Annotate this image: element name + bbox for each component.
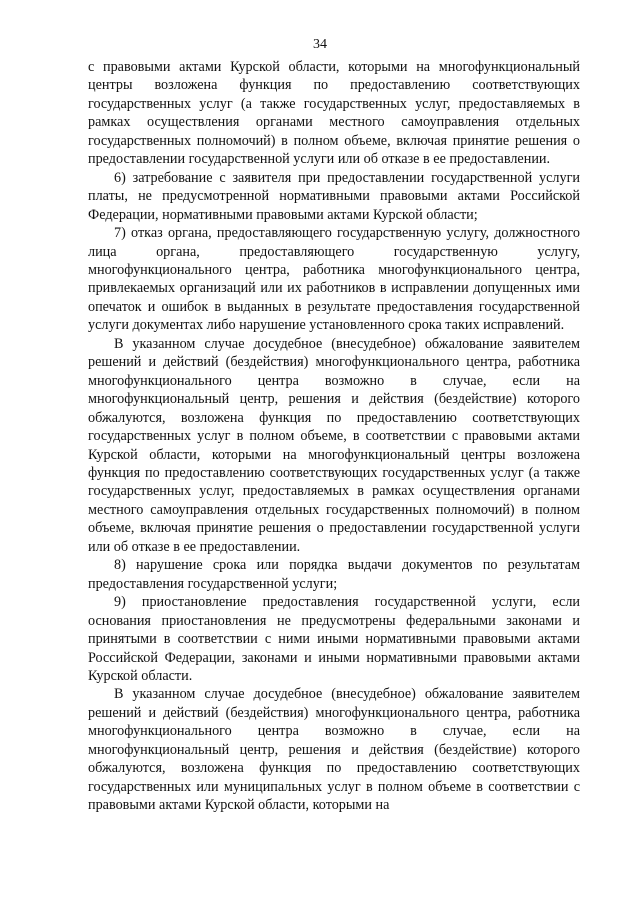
paragraph-item-9: 9) приостановление предоставления государственной услуги, если основания приостановления не предусмотрены федеральными законами и принятыми в соответствии с ними иными нормативными правовыми актами Российской Федерации, законами и иными нормативными правовыми актами Курской области. [88,594,580,684]
paragraph-continuation: с правовыми актами Курской области, которыми на многофункциональный центры возложена функция по предоставлению соответствующих государственных услуг (а также государственных услуг, предоставляемых в рамках осуществления органами местного самоуправления отдельных государственных полномочий) в полном объеме, включая принятие решения о предоставлении государственной услуги или об отказе в ее предоставлении. [88,59,580,168]
document-body [88,58,580,815]
paragraph-item-8: 8) нарушение срока или порядка выдачи документов по результатам предоставления государственной услуги; [88,557,580,592]
page-number: 34 [313,37,327,52]
paragraph-mfc-appeal-1: В указанном случае досудебное (внесудебное) обжалование заявителем решений и действий (бездействия) многофункционального центра, работника многофункционального центра возможно в случае, если на многофункциональный центр, решения и действия (бездействие) которого обжалуются, возложена функция по предоставлению соответствующих государственных услуг в полном объеме, в соответствии с правовыми актами Курской области, которыми на многофункциональный центры возложена функция по предоставлению соответствующих государственных услуг (а также государственных услуг, предоставляемых в рамках осуществления органами местного самоуправления отдельных государственных полномочий) в полном объеме, включая принятие решения о предоставлении государственной услуги или об отказе в ее предоставлении. [88,335,580,555]
paragraph-item-7: 7) отказ органа, предоставляющего государственную услугу, должностного лица органа, предоставляющего государственную услугу, многофункционального центра, работника многофункционального центра, привлекаемых организаций или их работников в исправлении допущенных ими опечаток и ошибок в выданных в результате предоставления государственной услуги документах либо нарушение установленного срока таких исправлений. [88,225,580,334]
paragraph-mfc-appeal-2: В указанном случае досудебное (внесудебное) обжалование заявителем решений и действий (бездействия) многофункционального центра, работника многофункционального центра возможно в случае, если на многофункциональный центр, решения и действия (бездействие) которого обжалуются, возложена функция по предоставлению соответствующих государственных или муниципальных услуг в полном объеме в соответствии с правовыми актами Курской области, которыми на [88,686,580,814]
paragraph-item-6: 6) затребование с заявителя при предоставлении государственной услуги платы, не предусмотренной нормативными правовыми актами Российской Федерации, нормативными правовыми актами Курской области; [88,169,580,223]
